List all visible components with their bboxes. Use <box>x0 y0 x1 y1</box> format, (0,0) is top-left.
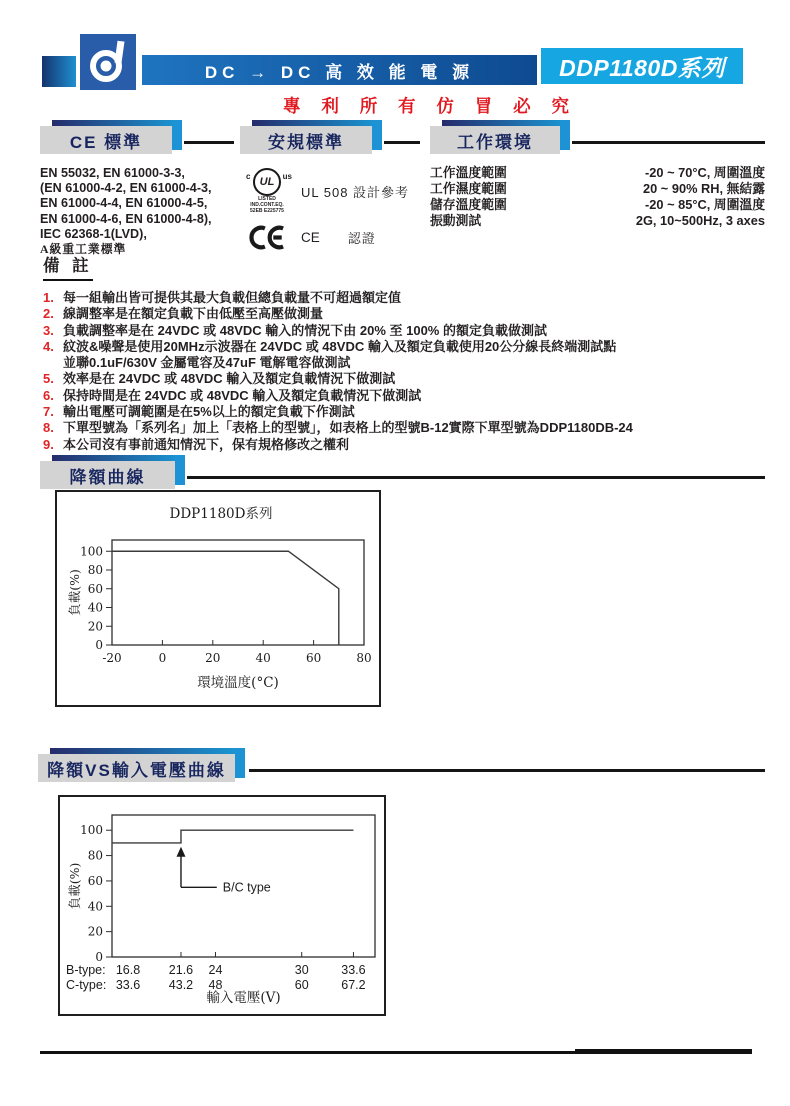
notes-title: 備 註 <box>43 252 93 281</box>
environment-spec-list <box>430 165 765 229</box>
ul-category-text: IND.CONT.EQ. <box>250 202 284 208</box>
ce-cert-label: CE <box>301 230 320 245</box>
note-number: 8. <box>43 420 54 436</box>
section-title-ce: CE 標準 <box>40 126 172 154</box>
note-item <box>43 388 765 404</box>
x-tick-label: 67.2 <box>341 978 366 992</box>
plot-frame <box>112 540 364 645</box>
ul-design-reference-text: UL 508 設計參考 <box>301 184 410 200</box>
brand-logo <box>80 34 136 90</box>
x-tick-label: 43.2 <box>168 978 194 992</box>
note-text: 紋波&噪聲是使用20MHz示波器在 24VDC 或 48VDC 輸入及額定負載使用20公分線長終端測試點 並聯0.1uF/630V 金屬電容及47uF 電解電容做測試 <box>63 338 617 371</box>
x-tick-label: 40 <box>255 651 271 665</box>
x-tick-label: 21.6 <box>168 963 194 977</box>
ce-cert-row <box>243 224 428 251</box>
y-axis-label: 負載(%) <box>67 862 82 910</box>
x-axis-label: 輸入電壓(V) <box>206 990 281 1006</box>
environment-row <box>430 181 765 197</box>
section-header-ce <box>40 120 172 158</box>
ce-standard-line: EN 55032, EN 61000-3-3, <box>40 166 185 180</box>
section-header-safety <box>240 120 372 158</box>
ce-standard-line: IEC 62368-1(LVD), <box>40 226 147 241</box>
section-title-safety: 安規標準 <box>240 126 372 154</box>
ul-mark <box>243 168 291 214</box>
header-blue-tab <box>172 120 182 150</box>
header-blue-tab <box>372 120 382 150</box>
product-line-banner <box>142 55 537 85</box>
note-number: 6. <box>43 387 54 403</box>
environment-value: -20 ~ 85°C, 周圍溫度 <box>645 197 765 212</box>
x-tick-label: 80 <box>356 651 372 665</box>
note-item <box>43 323 765 339</box>
x-tick-label: 30 <box>294 963 309 977</box>
x-tick-label: -20 <box>102 651 122 665</box>
section-header-environment <box>430 120 560 158</box>
derating-vs-voltage-chart-box <box>58 795 386 1016</box>
x-tick-label: 33.6 <box>115 978 141 992</box>
notes-list <box>43 290 765 453</box>
y-tick-label: 20 <box>87 924 103 939</box>
header-connector-line <box>187 476 765 479</box>
section-header-derating-vs-voltage <box>38 748 235 786</box>
note-number: 3. <box>43 322 54 338</box>
environment-row <box>430 213 765 229</box>
ce-standard-line: EN 61000-4-4, EN 61000-4-5, <box>40 196 208 211</box>
ul-mark-c: c <box>246 172 251 181</box>
ce-standards-footnote: A級重工業標準 <box>40 242 127 257</box>
x-tick-label: 60 <box>305 651 322 665</box>
d-logo-icon <box>87 39 129 85</box>
y-tick-label: 40 <box>87 600 103 615</box>
x-tick-label: 24 <box>208 963 223 977</box>
x-tick-label: 33.6 <box>341 963 366 977</box>
environment-row <box>430 197 765 213</box>
y-tick-label: 80 <box>87 848 103 863</box>
environment-label: 工作溫度範圍 <box>430 165 507 180</box>
environment-label: 工作濕度範圍 <box>430 181 507 196</box>
note-item <box>43 371 765 387</box>
x-row-label: C-type: <box>66 978 107 992</box>
note-text: 效率是在 24VDC 或 48VDC 輸入及額定負載情況下做測試 <box>63 371 396 387</box>
note-text: 每一組輸出皆可提供其最大負載但總負載量不可超過額定值 <box>63 290 402 305</box>
y-tick-label: 0 <box>95 950 103 964</box>
ul-mark-core: UL <box>259 175 275 188</box>
header-blue-tab <box>235 748 245 778</box>
note-text: 線調整率是在額定負載下由低壓至高壓做測量 <box>63 306 324 322</box>
series-name-badge <box>541 48 743 84</box>
note-text: 負載調整率是在 24VDC 或 48VDC 輸入的情況下由 20% 至 100% 的額定負載做測試 <box>63 322 547 338</box>
section-title-environment: 工作環境 <box>430 126 560 154</box>
note-text: 本公司沒有事前通知情況下，保有規格修改之權利 <box>63 436 350 452</box>
section-header-derating <box>40 455 175 493</box>
series-line <box>112 830 353 843</box>
derating-chart-svg <box>57 492 379 705</box>
note-item <box>43 404 765 420</box>
note-item <box>43 437 765 453</box>
ce-standards-text <box>40 166 245 257</box>
note-item <box>43 290 765 306</box>
footer-rule-thick <box>575 1049 752 1054</box>
note-number: 1. <box>43 290 54 305</box>
x-tick-label: 0 <box>158 651 167 665</box>
section-title-derating-vs-voltage: 降額VS輸入電壓曲線 <box>38 754 235 782</box>
environment-value: -20 ~ 70°C, 周圍溫度 <box>645 165 765 180</box>
ul-logo-icon <box>246 168 292 196</box>
x-row-label: B-type: <box>66 963 106 977</box>
x-tick-label: 20 <box>205 651 221 665</box>
note-number: 9. <box>43 436 54 452</box>
note-item <box>43 339 765 372</box>
note-text: 保持時間是在 24VDC 或 48VDC 輸入及額定負載情況下做測試 <box>63 387 422 403</box>
y-tick-label: 20 <box>87 619 103 634</box>
y-tick-label: 80 <box>87 563 103 577</box>
environment-value: 20 ~ 90% RH, 無結露 <box>643 181 765 196</box>
series-line <box>112 551 339 645</box>
environment-row <box>430 165 765 181</box>
series-name-text: DDP1180D系列 <box>559 54 725 81</box>
chart-title: DDP1180D系列 <box>169 506 273 522</box>
section-title-derating: 降額曲線 <box>40 461 175 489</box>
header-connector-line <box>384 141 420 144</box>
note-number: 5. <box>43 371 54 387</box>
annotation-text: B/C type <box>222 880 271 895</box>
x-tick-label: 60 <box>294 978 309 992</box>
header-accent-square <box>42 56 76 87</box>
y-tick-label: 40 <box>87 899 103 914</box>
ce-cert-value: 認證 <box>347 231 376 246</box>
ul-listed-text: LISTED <box>258 196 276 202</box>
note-item <box>43 420 765 436</box>
y-tick-label: 100 <box>80 544 103 559</box>
environment-label: 儲存溫度範圍 <box>430 197 507 212</box>
ce-mark-icon <box>243 224 291 251</box>
annotation-arrow-head <box>176 847 185 857</box>
header-connector-line <box>184 141 234 144</box>
note-number: 4. <box>43 338 54 354</box>
header-connector-line <box>572 141 765 144</box>
environment-label: 振動測試 <box>430 213 482 228</box>
y-tick-label: 100 <box>80 823 103 838</box>
note-number: 2. <box>43 306 54 322</box>
x-tick-label: 16.8 <box>115 963 141 977</box>
ul-mark-us: us <box>282 172 292 181</box>
note-number: 7. <box>43 404 54 420</box>
ce-standard-line: EN 61000-4-6, EN 61000-4-8), <box>40 211 212 226</box>
note-text: 下單型號為「系列名」加上「表格上的型號」，如表格上的型號B-12實際下單型號為DDP1180DB-24 <box>63 420 633 436</box>
environment-value: 2G, 10~500Hz, 3 axes <box>635 213 765 228</box>
header-blue-tab <box>175 455 185 485</box>
header-blue-tab <box>560 120 570 150</box>
ce-standard-line: (EN 61000-4-2, EN 61000-4-3, <box>40 181 212 196</box>
derating-vs-voltage-chart-svg <box>60 797 384 1014</box>
x-tick-label: 48 <box>208 978 223 992</box>
product-line-text: DC → DC 高 效 能 電 源 <box>204 62 475 82</box>
derating-chart-box <box>55 490 381 707</box>
ul-approval-row <box>243 168 428 214</box>
y-tick-label: 0 <box>95 638 103 652</box>
ul-file-number: 52EB E225775 <box>250 208 284 214</box>
notes-section <box>43 252 765 453</box>
y-tick-label: 60 <box>87 873 103 888</box>
x-axis-label: 環境溫度(°C) <box>197 675 279 691</box>
safety-approvals <box>243 168 428 251</box>
y-tick-label: 60 <box>87 581 103 596</box>
note-item <box>43 306 765 322</box>
header-connector-line <box>249 769 765 772</box>
note-text: 輸出電壓可調範圍是在5%以上的額定負載下作測試 <box>63 404 355 420</box>
patent-slogan: 專 利 所 有 仿 冒 必 究 <box>282 96 578 116</box>
y-axis-label: 負載(%) <box>67 569 82 616</box>
